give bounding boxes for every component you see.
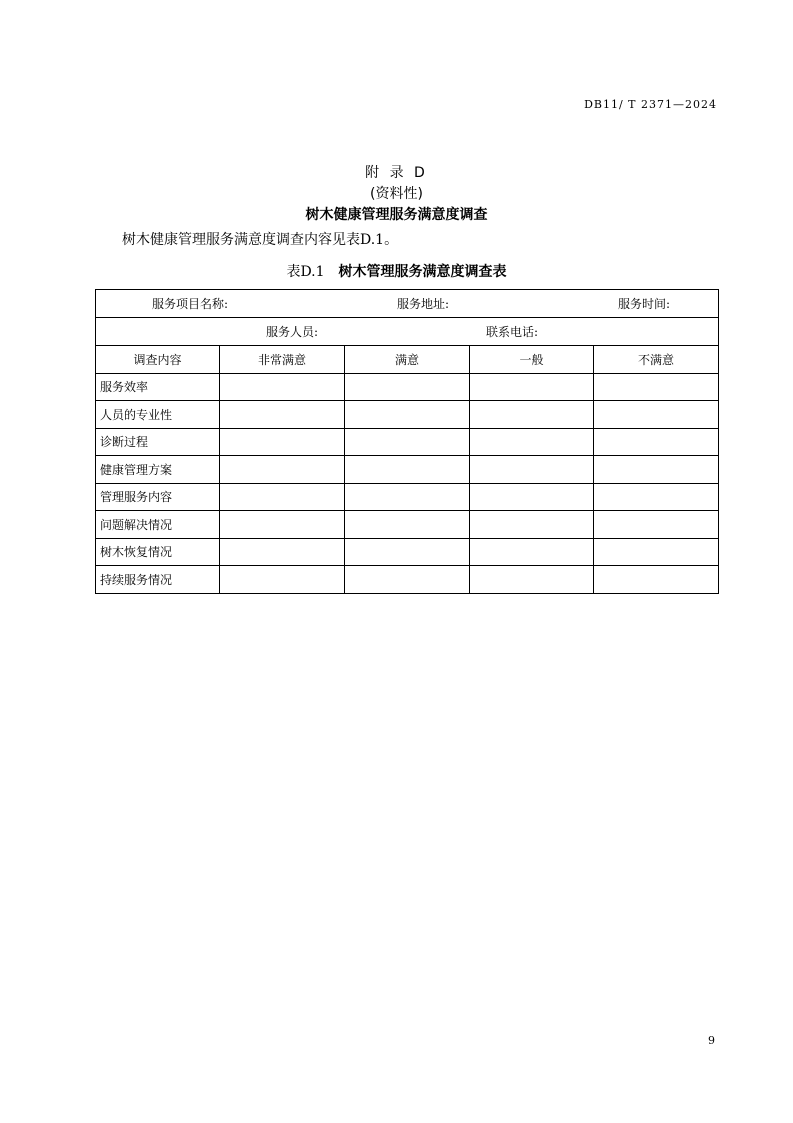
- rating-cell: [345, 538, 470, 566]
- service-time-label: 服务时间:: [618, 297, 671, 311]
- table-row: [96, 401, 719, 429]
- row-label: 管理服务内容: [96, 483, 220, 511]
- row-label: 服务效率: [96, 373, 220, 401]
- rating-cell: [220, 483, 345, 511]
- table-header-row: [96, 346, 719, 374]
- rating-cell: [594, 456, 719, 484]
- rating-cell: [470, 511, 594, 539]
- document-code: DB11/ T 2371—2024: [584, 98, 717, 111]
- rating-cell: [220, 538, 345, 566]
- rating-cell: [345, 566, 470, 594]
- service-staff-label: 服务人员:: [266, 325, 319, 339]
- table-row: [96, 538, 719, 566]
- col-header-unsatisfied: 不满意: [594, 346, 719, 374]
- rating-cell: [594, 538, 719, 566]
- rating-cell: [345, 511, 470, 539]
- rating-cell: [220, 511, 345, 539]
- row-label: 诊断过程: [96, 428, 220, 456]
- intro-paragraph: 树木健康管理服务满意度调查内容见表D.1。: [122, 232, 399, 248]
- info-row-staff: [96, 318, 719, 346]
- info-cell-project: [96, 290, 719, 318]
- rating-cell: [345, 428, 470, 456]
- rating-cell: [220, 428, 345, 456]
- table-row: [96, 566, 719, 594]
- appendix-label: 附 录 D: [365, 165, 428, 181]
- rating-cell: [594, 483, 719, 511]
- row-label: 人员的专业性: [96, 401, 220, 429]
- rating-cell: [470, 428, 594, 456]
- rating-cell: [470, 373, 594, 401]
- page-number: 9: [708, 1034, 715, 1047]
- contact-phone-label: 联系电话:: [486, 325, 539, 339]
- col-header-average: 一般: [470, 346, 594, 374]
- info-cell-staff: [96, 318, 719, 346]
- rating-cell: [345, 483, 470, 511]
- appendix-nature: (资料性): [370, 186, 423, 202]
- rating-cell: [470, 538, 594, 566]
- table-row: [96, 483, 719, 511]
- rating-cell: [345, 373, 470, 401]
- rating-cell: [220, 456, 345, 484]
- table-row: [96, 456, 719, 484]
- col-header-satisfied: 满意: [345, 346, 470, 374]
- info-row-project: [96, 290, 719, 318]
- row-label: 持续服务情况: [96, 566, 220, 594]
- rating-cell: [594, 428, 719, 456]
- rating-cell: [594, 566, 719, 594]
- rating-cell: [345, 456, 470, 484]
- survey-table: [95, 289, 719, 594]
- rating-cell: [470, 483, 594, 511]
- table-number: 表D.1: [286, 264, 325, 280]
- rating-cell: [220, 566, 345, 594]
- rating-cell: [470, 401, 594, 429]
- service-address-label: 服务地址:: [397, 297, 450, 311]
- rating-cell: [594, 401, 719, 429]
- table-row: [96, 373, 719, 401]
- rating-cell: [220, 373, 345, 401]
- col-header-content: 调查内容: [96, 346, 220, 374]
- row-label: 问题解决情况: [96, 511, 220, 539]
- rating-cell: [220, 401, 345, 429]
- table-row: [96, 511, 719, 539]
- table-caption: [0, 261, 793, 281]
- rating-cell: [470, 456, 594, 484]
- col-header-very-satisfied: 非常满意: [220, 346, 345, 374]
- rating-cell: [345, 401, 470, 429]
- project-name-label: 服务项目名称:: [152, 297, 229, 311]
- table-row: [96, 428, 719, 456]
- rating-cell: [594, 373, 719, 401]
- rating-cell: [594, 511, 719, 539]
- row-label: 健康管理方案: [96, 456, 220, 484]
- row-label: 树木恢复情况: [96, 538, 220, 566]
- appendix-title: 树木健康管理服务满意度调查: [305, 207, 488, 223]
- rating-cell: [470, 566, 594, 594]
- table-title: 树木管理服务满意度调查表: [338, 264, 507, 280]
